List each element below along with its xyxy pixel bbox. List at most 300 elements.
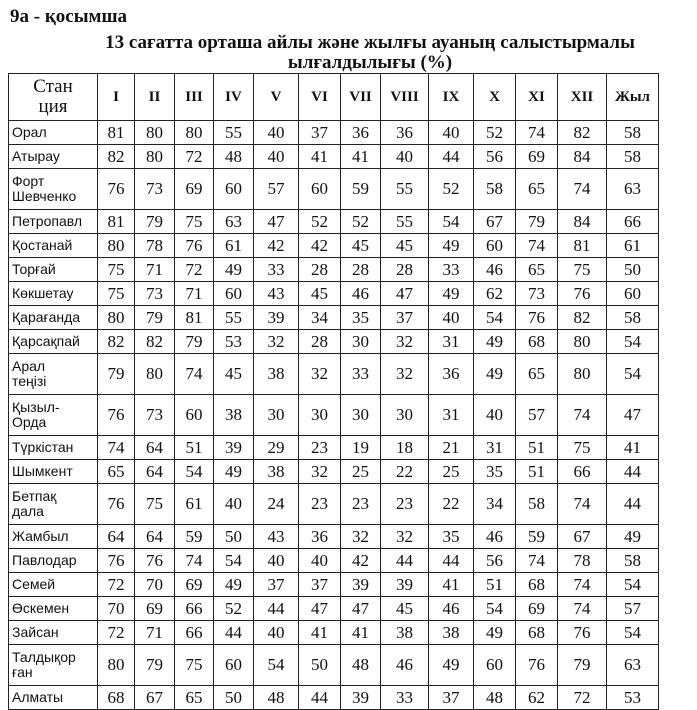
month-value-cell: 76 bbox=[98, 549, 135, 573]
month-value-cell: 60 bbox=[474, 234, 516, 258]
month-value-cell: 68 bbox=[516, 330, 558, 354]
month-value-cell: 58 bbox=[474, 169, 516, 210]
month-value-cell: 37 bbox=[381, 306, 429, 330]
month-value-cell: 76 bbox=[98, 395, 135, 436]
month-value-cell: 80 bbox=[135, 145, 175, 169]
station-name-line-1: Қызыл- bbox=[12, 399, 60, 415]
month-value-cell: 80 bbox=[135, 121, 175, 145]
month-value-cell: 69 bbox=[175, 573, 214, 597]
month-value-cell: 68 bbox=[98, 686, 135, 710]
station-name-line-2: дала bbox=[12, 503, 44, 519]
month-value-cell: 54 bbox=[214, 549, 254, 573]
station-name-line-1: Орал bbox=[12, 124, 47, 140]
month-value-cell: 36 bbox=[299, 525, 341, 549]
month-value-cell: 72 bbox=[175, 145, 214, 169]
month-value-cell: 69 bbox=[516, 597, 558, 621]
station-name-line-1: Атырау bbox=[12, 148, 60, 164]
month-value-cell: 47 bbox=[341, 597, 381, 621]
month-value-cell: 65 bbox=[516, 169, 558, 210]
annual-value-cell: 63 bbox=[607, 169, 659, 210]
month-value-cell: 55 bbox=[381, 169, 429, 210]
month-value-cell: 81 bbox=[98, 121, 135, 145]
month-value-cell: 59 bbox=[175, 525, 214, 549]
month-value-cell: 32 bbox=[254, 330, 299, 354]
month-value-cell: 37 bbox=[429, 686, 474, 710]
month-value-cell: 23 bbox=[341, 484, 381, 525]
month-value-cell: 81 bbox=[558, 234, 607, 258]
month-value-cell: 44 bbox=[429, 549, 474, 573]
month-value-cell: 40 bbox=[429, 306, 474, 330]
station-name-cell bbox=[9, 460, 98, 484]
column-header-month: VIII bbox=[381, 74, 429, 121]
month-value-cell: 80 bbox=[98, 645, 135, 686]
station-name-cell bbox=[9, 645, 98, 686]
month-value-cell: 40 bbox=[474, 395, 516, 436]
station-name-line-1: Торғай bbox=[12, 261, 56, 277]
month-value-cell: 25 bbox=[429, 460, 474, 484]
station-name-line-1: Петропавл bbox=[12, 213, 83, 229]
annual-value-cell: 58 bbox=[607, 549, 659, 573]
month-value-cell: 66 bbox=[175, 621, 214, 645]
month-value-cell: 54 bbox=[175, 460, 214, 484]
month-value-cell: 62 bbox=[474, 282, 516, 306]
month-value-cell: 38 bbox=[429, 621, 474, 645]
month-value-cell: 76 bbox=[135, 549, 175, 573]
month-value-cell: 55 bbox=[214, 121, 254, 145]
station-name-cell bbox=[9, 145, 98, 169]
table-row bbox=[9, 354, 659, 395]
station-name-line-2: ған bbox=[12, 664, 33, 680]
month-value-cell: 82 bbox=[558, 306, 607, 330]
annual-value-cell: 58 bbox=[607, 306, 659, 330]
station-name-line-2: Орда bbox=[12, 414, 47, 430]
month-value-cell: 32 bbox=[381, 330, 429, 354]
month-value-cell: 59 bbox=[516, 525, 558, 549]
month-value-cell: 80 bbox=[558, 330, 607, 354]
month-value-cell: 47 bbox=[381, 282, 429, 306]
month-value-cell: 73 bbox=[135, 395, 175, 436]
station-name-line-1: Қостанай bbox=[12, 237, 73, 253]
station-name-cell bbox=[9, 597, 98, 621]
month-value-cell: 47 bbox=[254, 210, 299, 234]
month-value-cell: 35 bbox=[341, 306, 381, 330]
month-value-cell: 46 bbox=[474, 525, 516, 549]
station-column-header bbox=[9, 74, 98, 121]
month-value-cell: 58 bbox=[516, 484, 558, 525]
month-value-cell: 18 bbox=[381, 436, 429, 460]
month-value-cell: 79 bbox=[135, 210, 175, 234]
table-row bbox=[9, 234, 659, 258]
month-value-cell: 24 bbox=[254, 484, 299, 525]
month-value-cell: 19 bbox=[341, 436, 381, 460]
month-value-cell: 38 bbox=[214, 395, 254, 436]
table-row bbox=[9, 436, 659, 460]
month-value-cell: 65 bbox=[98, 460, 135, 484]
station-name-line-2: Шевченко bbox=[12, 188, 77, 204]
column-header-month: III bbox=[175, 74, 214, 121]
month-value-cell: 23 bbox=[381, 484, 429, 525]
column-header-year: Жыл bbox=[607, 74, 659, 121]
annual-value-cell: 44 bbox=[607, 484, 659, 525]
month-value-cell: 52 bbox=[474, 121, 516, 145]
month-value-cell: 74 bbox=[175, 354, 214, 395]
month-value-cell: 76 bbox=[516, 645, 558, 686]
annual-value-cell: 57 bbox=[607, 597, 659, 621]
month-value-cell: 39 bbox=[254, 306, 299, 330]
station-name-line-1: Түркістан bbox=[12, 439, 74, 455]
station-name-cell bbox=[9, 354, 98, 395]
month-value-cell: 57 bbox=[516, 395, 558, 436]
annual-value-cell: 44 bbox=[607, 460, 659, 484]
month-value-cell: 23 bbox=[299, 484, 341, 525]
month-value-cell: 60 bbox=[175, 395, 214, 436]
annual-value-cell: 58 bbox=[607, 145, 659, 169]
month-value-cell: 38 bbox=[381, 621, 429, 645]
month-value-cell: 67 bbox=[474, 210, 516, 234]
month-value-cell: 71 bbox=[175, 282, 214, 306]
month-value-cell: 51 bbox=[516, 436, 558, 460]
month-value-cell: 76 bbox=[98, 169, 135, 210]
month-value-cell: 34 bbox=[474, 484, 516, 525]
annual-value-cell: 54 bbox=[607, 573, 659, 597]
month-value-cell: 74 bbox=[558, 484, 607, 525]
month-value-cell: 46 bbox=[474, 258, 516, 282]
month-value-cell: 73 bbox=[135, 282, 175, 306]
table-row bbox=[9, 686, 659, 710]
station-name-cell bbox=[9, 210, 98, 234]
month-value-cell: 43 bbox=[254, 525, 299, 549]
month-value-cell: 37 bbox=[254, 573, 299, 597]
month-value-cell: 74 bbox=[516, 121, 558, 145]
annual-value-cell: 41 bbox=[607, 436, 659, 460]
month-value-cell: 25 bbox=[341, 460, 381, 484]
month-value-cell: 44 bbox=[214, 621, 254, 645]
month-value-cell: 65 bbox=[516, 258, 558, 282]
table-row bbox=[9, 258, 659, 282]
annual-value-cell: 53 bbox=[607, 686, 659, 710]
annual-value-cell: 49 bbox=[607, 525, 659, 549]
month-value-cell: 40 bbox=[381, 145, 429, 169]
month-value-cell: 33 bbox=[429, 258, 474, 282]
month-value-cell: 39 bbox=[381, 573, 429, 597]
station-name-cell bbox=[9, 258, 98, 282]
month-value-cell: 31 bbox=[474, 436, 516, 460]
month-value-cell: 21 bbox=[429, 436, 474, 460]
month-value-cell: 45 bbox=[381, 597, 429, 621]
month-value-cell: 64 bbox=[135, 460, 175, 484]
month-value-cell: 79 bbox=[175, 330, 214, 354]
month-value-cell: 40 bbox=[214, 484, 254, 525]
month-value-cell: 71 bbox=[135, 258, 175, 282]
annual-value-cell: 54 bbox=[607, 330, 659, 354]
table-row bbox=[9, 597, 659, 621]
month-value-cell: 44 bbox=[429, 145, 474, 169]
month-value-cell: 68 bbox=[516, 621, 558, 645]
month-value-cell: 22 bbox=[381, 460, 429, 484]
month-value-cell: 49 bbox=[214, 258, 254, 282]
month-value-cell: 35 bbox=[474, 460, 516, 484]
month-value-cell: 40 bbox=[254, 121, 299, 145]
month-value-cell: 75 bbox=[175, 645, 214, 686]
month-value-cell: 48 bbox=[214, 145, 254, 169]
month-value-cell: 76 bbox=[516, 306, 558, 330]
month-value-cell: 28 bbox=[341, 258, 381, 282]
month-value-cell: 69 bbox=[135, 597, 175, 621]
month-value-cell: 73 bbox=[516, 282, 558, 306]
month-value-cell: 74 bbox=[558, 573, 607, 597]
month-value-cell: 39 bbox=[341, 573, 381, 597]
month-value-cell: 33 bbox=[254, 258, 299, 282]
month-value-cell: 52 bbox=[214, 597, 254, 621]
table-row bbox=[9, 145, 659, 169]
month-value-cell: 49 bbox=[214, 573, 254, 597]
month-value-cell: 61 bbox=[214, 234, 254, 258]
month-value-cell: 22 bbox=[429, 484, 474, 525]
month-value-cell: 50 bbox=[214, 525, 254, 549]
month-value-cell: 65 bbox=[175, 686, 214, 710]
table-row bbox=[9, 210, 659, 234]
column-header-month: IX bbox=[429, 74, 474, 121]
month-value-cell: 79 bbox=[135, 306, 175, 330]
month-value-cell: 64 bbox=[135, 436, 175, 460]
table-body bbox=[9, 121, 659, 710]
month-value-cell: 82 bbox=[98, 145, 135, 169]
month-value-cell: 28 bbox=[381, 258, 429, 282]
month-value-cell: 60 bbox=[214, 282, 254, 306]
month-value-cell: 70 bbox=[135, 573, 175, 597]
month-value-cell: 60 bbox=[299, 169, 341, 210]
annual-value-cell: 58 bbox=[607, 121, 659, 145]
table-row bbox=[9, 395, 659, 436]
month-value-cell: 44 bbox=[299, 686, 341, 710]
month-value-cell: 80 bbox=[175, 121, 214, 145]
month-value-cell: 69 bbox=[516, 145, 558, 169]
column-header-month: XII bbox=[558, 74, 607, 121]
table-title-line-2: ылғалдылығы (%) bbox=[287, 52, 453, 73]
column-header-month: V bbox=[254, 74, 299, 121]
annual-value-cell: 47 bbox=[607, 395, 659, 436]
month-value-cell: 40 bbox=[254, 145, 299, 169]
month-value-cell: 82 bbox=[98, 330, 135, 354]
station-name-line-1: Өскемен bbox=[12, 600, 70, 616]
month-value-cell: 72 bbox=[175, 258, 214, 282]
month-value-cell: 49 bbox=[214, 460, 254, 484]
month-value-cell: 49 bbox=[474, 621, 516, 645]
station-name-line-1: Алматы bbox=[12, 689, 64, 705]
month-value-cell: 32 bbox=[381, 525, 429, 549]
month-value-cell: 45 bbox=[341, 234, 381, 258]
month-value-cell: 37 bbox=[299, 121, 341, 145]
month-value-cell: 57 bbox=[254, 169, 299, 210]
month-value-cell: 42 bbox=[254, 234, 299, 258]
table-row bbox=[9, 549, 659, 573]
station-name-line-1: Жамбыл bbox=[12, 528, 69, 544]
month-value-cell: 79 bbox=[558, 645, 607, 686]
month-value-cell: 31 bbox=[429, 395, 474, 436]
month-value-cell: 82 bbox=[135, 330, 175, 354]
month-value-cell: 48 bbox=[474, 686, 516, 710]
month-value-cell: 52 bbox=[429, 169, 474, 210]
humidity-table bbox=[8, 73, 659, 710]
month-value-cell: 75 bbox=[558, 436, 607, 460]
column-header-month: XI bbox=[516, 74, 558, 121]
document-header bbox=[0, 4, 697, 73]
column-header-month: IV bbox=[214, 74, 254, 121]
month-value-cell: 70 bbox=[98, 597, 135, 621]
station-header-line-2: ция bbox=[38, 96, 68, 117]
month-value-cell: 54 bbox=[474, 597, 516, 621]
station-name-cell bbox=[9, 484, 98, 525]
station-name-line-1: Қарсақпай bbox=[12, 333, 80, 349]
annual-value-cell: 54 bbox=[607, 354, 659, 395]
month-value-cell: 50 bbox=[299, 645, 341, 686]
month-value-cell: 75 bbox=[98, 258, 135, 282]
month-value-cell: 38 bbox=[254, 354, 299, 395]
month-value-cell: 80 bbox=[98, 234, 135, 258]
month-value-cell: 42 bbox=[299, 234, 341, 258]
table-row bbox=[9, 645, 659, 686]
month-value-cell: 28 bbox=[299, 330, 341, 354]
station-name-line-1: Қарағанда bbox=[12, 309, 81, 325]
month-value-cell: 33 bbox=[381, 686, 429, 710]
table-row bbox=[9, 525, 659, 549]
table-row bbox=[9, 306, 659, 330]
month-value-cell: 50 bbox=[214, 686, 254, 710]
station-header-line-1: Стан bbox=[33, 76, 73, 97]
month-value-cell: 30 bbox=[299, 395, 341, 436]
station-name-cell bbox=[9, 306, 98, 330]
month-value-cell: 52 bbox=[341, 210, 381, 234]
month-value-cell: 74 bbox=[175, 549, 214, 573]
month-value-cell: 36 bbox=[381, 121, 429, 145]
month-value-cell: 75 bbox=[558, 258, 607, 282]
table-row bbox=[9, 169, 659, 210]
month-value-cell: 81 bbox=[175, 306, 214, 330]
month-value-cell: 72 bbox=[98, 621, 135, 645]
month-value-cell: 79 bbox=[135, 645, 175, 686]
month-value-cell: 41 bbox=[341, 621, 381, 645]
column-header-month: II bbox=[135, 74, 175, 121]
table-row bbox=[9, 330, 659, 354]
month-value-cell: 36 bbox=[429, 354, 474, 395]
column-header-month: I bbox=[98, 74, 135, 121]
month-value-cell: 39 bbox=[341, 686, 381, 710]
month-value-cell: 60 bbox=[214, 645, 254, 686]
month-value-cell: 51 bbox=[516, 460, 558, 484]
month-value-cell: 63 bbox=[214, 210, 254, 234]
month-value-cell: 35 bbox=[429, 525, 474, 549]
month-value-cell: 69 bbox=[175, 169, 214, 210]
month-value-cell: 60 bbox=[474, 645, 516, 686]
month-value-cell: 41 bbox=[341, 145, 381, 169]
month-value-cell: 29 bbox=[254, 436, 299, 460]
month-value-cell: 23 bbox=[299, 436, 341, 460]
column-header-month: X bbox=[474, 74, 516, 121]
table-title-line-1: 13 сағатта орташа айлы және жылғы ауаның салыстырмалы bbox=[105, 32, 635, 53]
month-value-cell: 46 bbox=[341, 282, 381, 306]
month-value-cell: 71 bbox=[135, 621, 175, 645]
month-value-cell: 80 bbox=[135, 354, 175, 395]
month-value-cell: 41 bbox=[299, 145, 341, 169]
station-name-line-1: Бетпақ bbox=[12, 488, 57, 504]
station-name-line-1: Талдықор bbox=[12, 649, 76, 665]
month-value-cell: 40 bbox=[429, 121, 474, 145]
month-value-cell: 28 bbox=[299, 258, 341, 282]
month-value-cell: 75 bbox=[135, 484, 175, 525]
month-value-cell: 30 bbox=[254, 395, 299, 436]
month-value-cell: 40 bbox=[254, 621, 299, 645]
month-value-cell: 36 bbox=[341, 121, 381, 145]
month-value-cell: 52 bbox=[299, 210, 341, 234]
month-value-cell: 56 bbox=[474, 549, 516, 573]
month-value-cell: 54 bbox=[429, 210, 474, 234]
month-value-cell: 46 bbox=[429, 597, 474, 621]
month-value-cell: 40 bbox=[254, 549, 299, 573]
station-name-cell bbox=[9, 436, 98, 460]
month-value-cell: 62 bbox=[516, 686, 558, 710]
month-value-cell: 64 bbox=[135, 525, 175, 549]
station-name-cell bbox=[9, 621, 98, 645]
month-value-cell: 74 bbox=[558, 597, 607, 621]
appendix-label: 9a - қосымша bbox=[10, 6, 128, 27]
month-value-cell: 32 bbox=[299, 354, 341, 395]
station-name-line-1: Арал bbox=[12, 358, 46, 374]
month-value-cell: 76 bbox=[558, 621, 607, 645]
annual-value-cell: 50 bbox=[607, 258, 659, 282]
station-name-cell bbox=[9, 121, 98, 145]
month-value-cell: 49 bbox=[429, 282, 474, 306]
month-value-cell: 39 bbox=[214, 436, 254, 460]
month-value-cell: 44 bbox=[254, 597, 299, 621]
month-value-cell: 74 bbox=[558, 395, 607, 436]
station-name-line-1: Шымкент bbox=[12, 463, 73, 479]
month-value-cell: 66 bbox=[558, 460, 607, 484]
month-value-cell: 38 bbox=[254, 460, 299, 484]
month-value-cell: 46 bbox=[381, 645, 429, 686]
month-value-cell: 37 bbox=[299, 573, 341, 597]
month-value-cell: 41 bbox=[429, 573, 474, 597]
month-value-cell: 75 bbox=[175, 210, 214, 234]
station-name-line-1: Форт bbox=[12, 173, 45, 189]
month-value-cell: 74 bbox=[558, 169, 607, 210]
annual-value-cell: 60 bbox=[607, 282, 659, 306]
month-value-cell: 49 bbox=[474, 330, 516, 354]
month-value-cell: 40 bbox=[299, 549, 341, 573]
station-name-cell bbox=[9, 395, 98, 436]
month-value-cell: 48 bbox=[341, 645, 381, 686]
station-name-cell bbox=[9, 169, 98, 210]
month-value-cell: 30 bbox=[381, 395, 429, 436]
station-name-line-1: Павлодар bbox=[12, 552, 77, 568]
table-row bbox=[9, 573, 659, 597]
month-value-cell: 74 bbox=[98, 436, 135, 460]
column-header-month: VI bbox=[299, 74, 341, 121]
month-value-cell: 54 bbox=[254, 645, 299, 686]
station-name-cell bbox=[9, 573, 98, 597]
month-value-cell: 66 bbox=[175, 597, 214, 621]
month-value-cell: 49 bbox=[429, 234, 474, 258]
month-value-cell: 55 bbox=[381, 210, 429, 234]
month-value-cell: 61 bbox=[175, 484, 214, 525]
month-value-cell: 76 bbox=[175, 234, 214, 258]
month-value-cell: 45 bbox=[381, 234, 429, 258]
month-value-cell: 43 bbox=[254, 282, 299, 306]
month-value-cell: 78 bbox=[558, 549, 607, 573]
month-value-cell: 49 bbox=[429, 645, 474, 686]
table-row bbox=[9, 460, 659, 484]
month-value-cell: 59 bbox=[341, 169, 381, 210]
month-value-cell: 78 bbox=[135, 234, 175, 258]
